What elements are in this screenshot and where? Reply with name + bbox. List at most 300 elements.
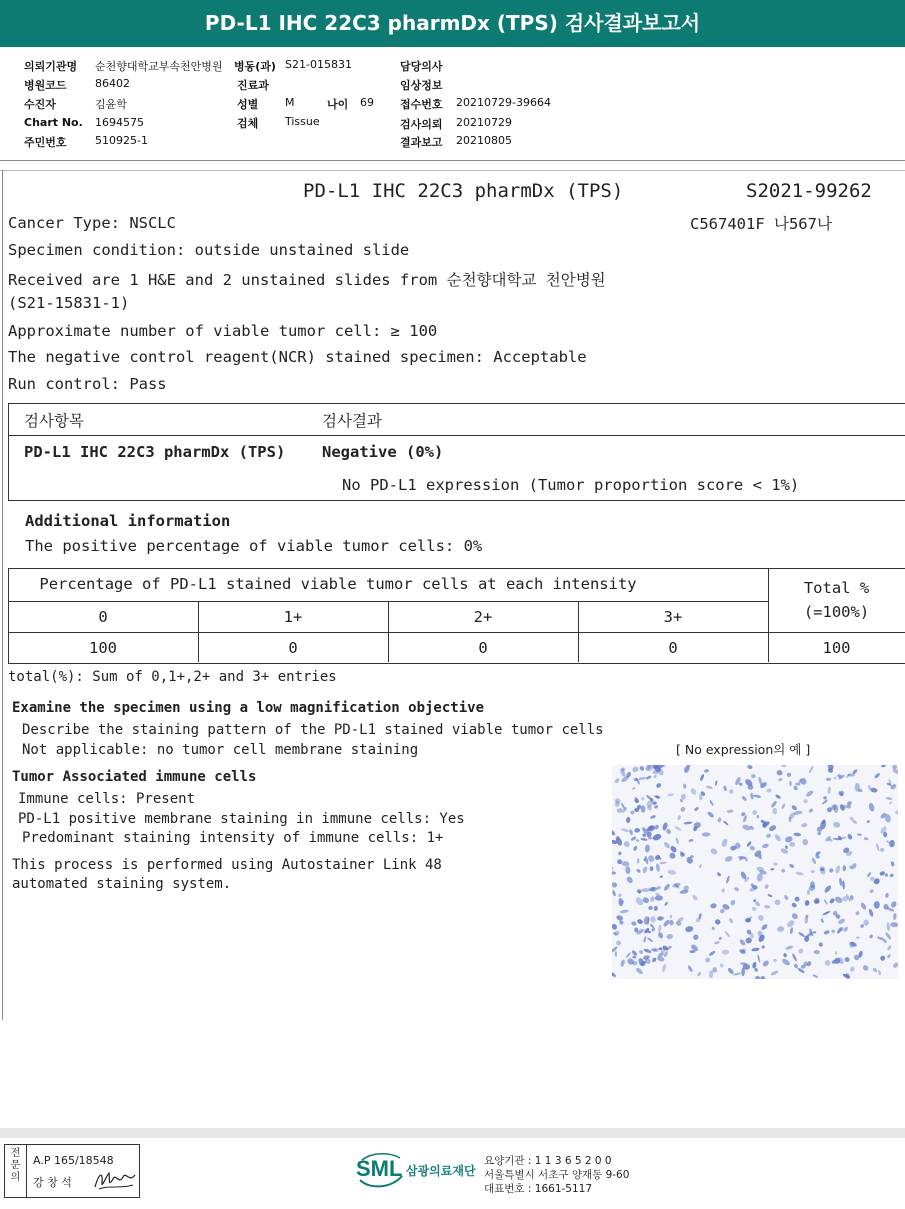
nucleus [869, 889, 874, 894]
nucleus [658, 924, 662, 932]
nucleus [697, 971, 702, 977]
resident-no-label: 주민번호 [24, 136, 67, 149]
nucleus [723, 820, 729, 826]
nucleus [802, 838, 809, 846]
nucleus [813, 897, 821, 905]
total-header-line-2: (=100%) [803, 603, 870, 621]
nucleus [715, 780, 718, 786]
nucleus [625, 952, 631, 959]
nucleus [770, 970, 779, 976]
nucleus [669, 920, 673, 925]
nucleus [631, 921, 637, 926]
nucleus [752, 962, 757, 969]
nucleus [710, 847, 719, 856]
nucleus [714, 940, 721, 944]
dept-label: 진료과 [237, 79, 269, 92]
nucleus [751, 906, 757, 912]
nucleus [774, 898, 782, 906]
nucleus [770, 868, 774, 871]
nucleus [714, 918, 721, 925]
nucleus [616, 808, 623, 814]
nucleus [823, 930, 830, 936]
reference-codes: C567401F 나567나 [690, 215, 832, 233]
nucleus [740, 962, 747, 964]
nucleus [890, 922, 898, 928]
nucleus [620, 959, 626, 967]
immune-line-1: Immune cells: Present [18, 791, 196, 807]
nucleus [739, 938, 747, 946]
nucleus [724, 930, 731, 938]
nucleus [655, 782, 662, 789]
nucleus [887, 954, 892, 959]
nucleus [824, 960, 830, 967]
nucleus [728, 918, 733, 924]
nucleus [643, 936, 647, 943]
report-top-border [0, 170, 905, 171]
nucleus [756, 815, 759, 819]
nucleus [649, 866, 653, 871]
sex-value: M [285, 96, 295, 109]
nucleus [808, 808, 814, 814]
nucleus [641, 805, 646, 813]
report-id: S2021-99262 [746, 180, 872, 202]
intensity-value-1plus: 0 [288, 639, 298, 657]
nucleus [772, 808, 777, 815]
nucleus [727, 809, 734, 813]
nucleus [856, 937, 860, 939]
nucleus [723, 785, 727, 791]
footer-bar [0, 1128, 905, 1138]
sml-logo [356, 1150, 476, 1190]
nucleus [892, 962, 898, 969]
nucleus [690, 787, 698, 795]
nucleus [885, 932, 892, 941]
result-col-result-header: 검사결과 [322, 412, 382, 430]
nucleus [789, 863, 795, 869]
nucleus [634, 828, 640, 833]
nucleus [722, 888, 725, 892]
nucleus [843, 865, 847, 871]
specimen-value: Tissue [285, 115, 320, 128]
footer-info-line-3: 대표번호 : 1661-5117 [484, 1183, 593, 1195]
clinical-label: 임상정보 [400, 79, 443, 92]
nucleus [612, 971, 617, 978]
nucleus [683, 783, 687, 788]
nucleus [655, 895, 663, 900]
nucleus [626, 876, 634, 885]
nucleus [650, 814, 657, 819]
nucleus [828, 868, 834, 874]
nucleus [699, 864, 703, 869]
nucleus [634, 896, 644, 907]
nucleus [680, 806, 687, 813]
nucleus [636, 839, 640, 843]
nucleus [750, 792, 754, 799]
sex-label: 성별 [237, 98, 259, 111]
receipt-value: 20210729-39664 [456, 96, 551, 109]
run-control: Run control: Pass [8, 375, 167, 393]
nucleus [650, 896, 656, 902]
nucleus [866, 820, 870, 824]
nucleus [880, 847, 885, 852]
nucleus [789, 841, 796, 847]
nucleus [781, 803, 786, 810]
nucleus [775, 794, 782, 800]
nucleus [645, 775, 651, 780]
nucleus [612, 829, 616, 837]
nucleus [766, 789, 771, 793]
nucleus [785, 945, 794, 951]
nucleus [732, 972, 741, 976]
nucleus [777, 926, 785, 932]
nucleus [807, 890, 810, 895]
nucleus [663, 841, 671, 849]
nucleus [789, 781, 792, 787]
nucleus [621, 861, 630, 867]
nucleus [787, 773, 791, 777]
nucleus [890, 900, 898, 908]
footer-info-line-1: 요양기관 : 1 1 3 6 5 2 0 0 [484, 1155, 612, 1167]
nucleus [880, 955, 886, 962]
nucleus [881, 765, 887, 768]
nucleus [791, 804, 798, 811]
nucleus [870, 787, 878, 793]
nucleus [754, 975, 761, 979]
intensity-col-2plus: 2+ [473, 608, 493, 626]
nucleus [677, 815, 682, 821]
request-date-label: 검사의뢰 [400, 118, 443, 131]
nucleus [747, 765, 753, 770]
nucleus [757, 914, 765, 922]
nucleus [614, 777, 621, 784]
nucleus [632, 787, 637, 790]
nucleus [806, 961, 812, 967]
nucleus [822, 910, 831, 916]
nucleus [768, 824, 777, 832]
nucleus [651, 957, 657, 963]
nucleus [778, 777, 783, 782]
micrograph-image [612, 765, 898, 979]
nucleus [793, 785, 799, 791]
chart-no-value: 1694575 [95, 116, 144, 129]
nucleus [618, 898, 623, 907]
intensity-col-1plus: 1+ [283, 608, 303, 626]
ncr-result: The negative control reagent(NCR) stained specimen: Acceptable [8, 348, 587, 366]
process-line-2: automated staining system. [12, 876, 232, 892]
doctor-label: 담당의사 [400, 60, 443, 73]
resident-no-value: 510925-1 [95, 134, 148, 147]
nucleus [617, 851, 622, 856]
examine-line-1: Describe the staining pattern of the PD-L1 stained viable tumor cells [22, 722, 604, 738]
nucleus [641, 888, 650, 892]
intensity-table-header: Percentage of PD-L1 stained viable tumor cells at each intensity [39, 575, 637, 593]
nucleus [664, 901, 669, 906]
nucleus [618, 893, 623, 898]
nucleus [847, 833, 853, 840]
nucleus [643, 948, 652, 954]
test-result-detail: No PD-L1 expression (Tumor proportion score < 1%) [342, 476, 800, 494]
cancer-type: Cancer Type: NSCLC [8, 214, 176, 232]
nucleus [857, 833, 862, 836]
report-title: PD-L1 IHC 22C3 pharmDx (TPS) [303, 180, 624, 202]
nucleus [612, 890, 617, 897]
nucleus [711, 926, 715, 930]
nucleus [620, 828, 629, 833]
nucleus [626, 817, 631, 823]
result-box-divider [8, 435, 905, 436]
nucleus [813, 931, 816, 933]
nucleus [781, 958, 791, 967]
hospital-code-value: 86402 [95, 77, 130, 90]
nucleus [657, 931, 664, 939]
nucleus [751, 947, 760, 952]
nucleus [823, 884, 832, 893]
nucleus [669, 845, 678, 854]
nucleus [724, 855, 733, 863]
nucleus [667, 869, 676, 875]
nucleus [629, 829, 634, 836]
nucleus [781, 765, 787, 768]
nucleus [616, 940, 622, 946]
nucleus [765, 833, 771, 839]
report-date-value: 20210805 [456, 134, 512, 147]
nucleus [687, 965, 694, 973]
nucleus [669, 914, 672, 919]
hospital-code-label: 병원코드 [24, 79, 67, 92]
nucleus [863, 919, 869, 926]
nucleus [694, 806, 700, 811]
stamp-line-1: A.P 165/18548 [33, 1154, 114, 1167]
nucleus [874, 772, 881, 779]
nucleus [808, 765, 814, 773]
nucleus [889, 873, 894, 878]
nucleus [860, 902, 867, 911]
nucleus [819, 942, 823, 946]
nucleus [666, 933, 673, 939]
nucleus [647, 854, 655, 863]
immune-title: Tumor Associated immune cells [12, 769, 257, 785]
nucleus [625, 866, 631, 874]
nucleus [829, 897, 836, 904]
nucleus [659, 875, 663, 878]
nucleus [637, 858, 640, 863]
nucleus [803, 798, 809, 804]
nucleus [886, 922, 890, 931]
ward-value: S21-015831 [285, 58, 352, 71]
nucleus [834, 896, 844, 905]
result-col-test-header: 검사항목 [24, 412, 84, 430]
nucleus [705, 957, 711, 962]
positive-percentage: The positive percentage of viable tumor cells: 0% [25, 537, 483, 555]
nucleus [876, 843, 880, 852]
institution-value: 순천향대학교부속천안병원 [95, 60, 223, 73]
nucleus [688, 839, 693, 843]
nucleus [647, 937, 654, 943]
nucleus [872, 967, 878, 973]
logo-korean-name: 삼광의료재단 [406, 1164, 476, 1178]
nucleus [812, 974, 818, 979]
nucleus [653, 905, 658, 911]
nucleus [733, 886, 739, 892]
nucleus [804, 900, 809, 906]
examine-line-2: Not applicable: no tumor cell membrane staining [22, 742, 419, 758]
additional-info-title: Additional information [25, 512, 231, 530]
nucleus [652, 833, 662, 842]
nucleus [770, 800, 777, 808]
nucleus [681, 794, 686, 800]
nucleus [764, 905, 770, 909]
nucleus [667, 793, 674, 796]
nucleus [795, 871, 804, 876]
nucleus [781, 869, 785, 873]
nucleus [632, 956, 636, 959]
nucleus [791, 912, 799, 920]
nucleus [767, 894, 772, 898]
nucleus [892, 765, 898, 770]
nucleus [811, 857, 817, 865]
nucleus [639, 765, 645, 771]
nucleus [631, 949, 638, 956]
nucleus [616, 914, 624, 921]
nucleus [642, 866, 648, 874]
nucleus [893, 913, 897, 921]
nucleus [630, 836, 637, 842]
nucleus [683, 821, 692, 825]
nucleus [835, 865, 841, 874]
nucleus [774, 833, 782, 842]
nucleus [655, 863, 660, 872]
nucleus [831, 929, 836, 934]
nucleus [817, 832, 821, 836]
nucleus [652, 801, 657, 805]
nucleus [761, 945, 765, 949]
intensity-total-value: 100 [822, 639, 851, 657]
nucleus [612, 881, 618, 888]
patient-label: 수진자 [24, 98, 56, 111]
nucleus [823, 796, 827, 800]
report-banner-title: PD-L1 IHC 22C3 pharmDx (TPS) 검사결과보고서 [0, 0, 905, 47]
nucleus [805, 790, 814, 798]
immune-line-3: Predominant staining intensity of immune cells: 1+ [22, 830, 444, 846]
nucleus [612, 923, 618, 930]
nucleus [885, 893, 889, 899]
nucleus [879, 870, 886, 876]
nucleus [890, 861, 895, 867]
nucleus [783, 953, 787, 958]
nucleus [702, 832, 711, 837]
nucleus [889, 801, 893, 805]
viable-tumor-cell-count: Approximate number of viable tumor cell: ≥ 100 [8, 322, 438, 340]
age-label: 나이 [327, 98, 349, 111]
footer-info-line-2: 서울특별시 서초구 양재동 9-60 [484, 1169, 630, 1181]
nucleus [837, 918, 846, 925]
age-value: 69 [360, 96, 374, 109]
total-note: total(%): Sum of 0,1+,2+ and 3+ entries [8, 669, 337, 685]
nucleus [752, 810, 757, 816]
nucleus [762, 959, 770, 967]
image-caption: [ No expression의 예 ] [676, 742, 811, 757]
nucleus [864, 837, 869, 841]
request-date-value: 20210729 [456, 116, 512, 129]
nucleus [786, 919, 796, 929]
nucleus [636, 918, 643, 925]
nucleus [868, 908, 874, 917]
nucleus [764, 884, 769, 890]
report-date-label: 결과보고 [400, 136, 443, 149]
nucleus [631, 766, 639, 774]
stamp-line-2: 강 창 석 [33, 1176, 72, 1189]
nucleus [749, 845, 755, 851]
nucleus [612, 871, 616, 874]
nucleus [798, 931, 806, 937]
nucleus [615, 951, 617, 957]
nucleus [827, 786, 831, 794]
nucleus [630, 810, 634, 814]
nucleus [855, 911, 860, 916]
nucleus [849, 966, 855, 973]
nucleus [692, 933, 699, 941]
nucleus [842, 881, 845, 890]
nucleus [641, 796, 645, 801]
nucleus [709, 800, 714, 807]
nucleus [869, 934, 874, 939]
nucleus [887, 945, 892, 951]
nucleus [801, 823, 808, 828]
report-left-border [2, 170, 3, 1020]
nucleus [653, 774, 657, 778]
specimen-condition: Specimen condition: outside unstained slide [8, 241, 410, 259]
logo-text: SML [356, 1156, 403, 1181]
nucleus [675, 837, 679, 844]
nucleus [823, 899, 828, 905]
examine-title: Examine the specimen using a low magnification objective [12, 700, 485, 716]
nucleus [619, 920, 624, 926]
test-result: Negative (0%) [322, 443, 444, 461]
nucleus [783, 894, 789, 900]
nucleus [730, 899, 736, 906]
institution-label: 의뢰기관명 [24, 60, 78, 73]
nucleus [710, 902, 718, 909]
nucleus [635, 967, 644, 976]
nucleus [894, 809, 898, 814]
nucleus [718, 936, 722, 940]
received-line-1: Received are 1 H&E and 2 unstained slides from 순천향대학교 천안병원 [8, 271, 606, 289]
nucleus [833, 821, 841, 828]
immune-line-2: PD-L1 positive membrane staining in immune cells: Yes [18, 811, 465, 827]
nucleus [727, 967, 735, 975]
nucleus [791, 953, 797, 962]
stamp-side-label: 전문의 [5, 1145, 27, 1197]
nucleus [674, 825, 682, 831]
intensity-col-0: 0 [98, 608, 108, 626]
nucleus [720, 963, 724, 968]
nucleus [661, 964, 666, 973]
nucleus [704, 769, 709, 773]
receipt-label: 접수번호 [400, 98, 443, 111]
intensity-value-2plus: 0 [478, 639, 488, 657]
nucleus [634, 928, 638, 933]
nucleus [651, 927, 656, 932]
nucleus [776, 770, 783, 776]
pathologist-stamp [4, 1144, 140, 1198]
nucleus [833, 776, 837, 780]
nucleus [868, 802, 875, 812]
nucleus [790, 927, 794, 934]
nucleus [685, 925, 694, 932]
nucleus [844, 956, 851, 963]
nucleus [708, 950, 716, 957]
nucleus [636, 868, 641, 873]
